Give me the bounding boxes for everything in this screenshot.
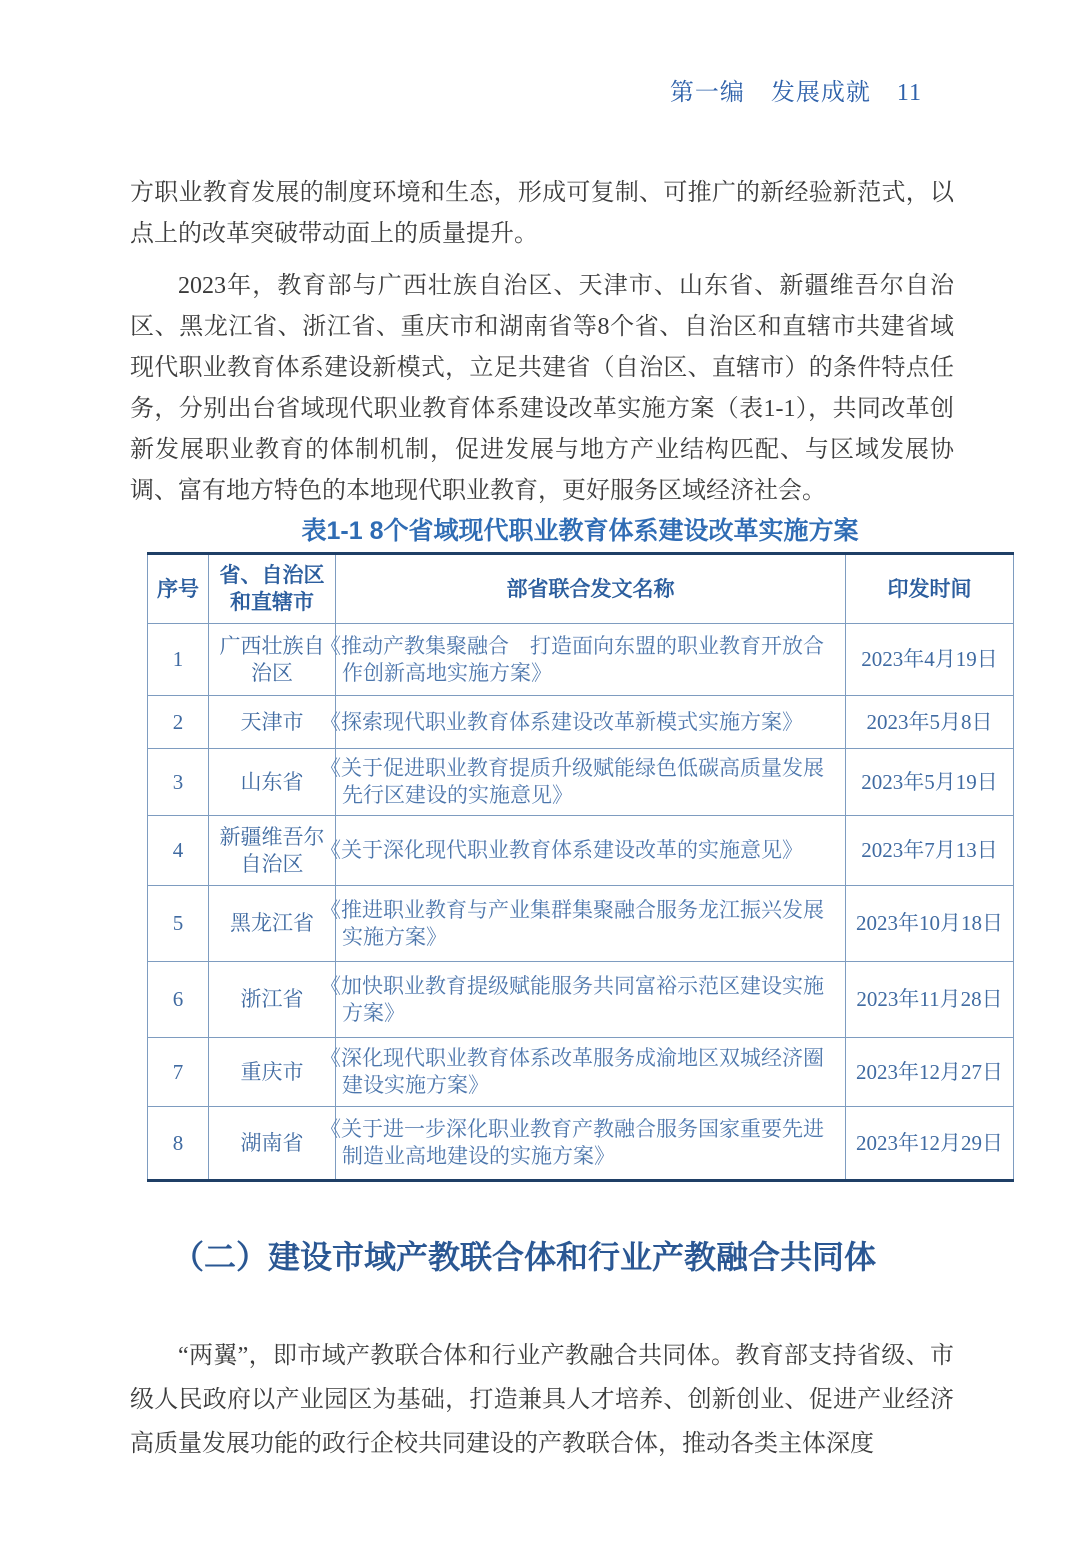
date-cell: 2023年12月29日 <box>846 1107 1014 1181</box>
document-cell: 《推进职业教育与产业集群集聚融合服务龙江振兴发展实施方案》 <box>336 886 846 962</box>
region-cell: 黑龙江省 <box>209 886 336 962</box>
document-cell: 《深化现代职业教育体系改革服务成渝地区双城经济圈建设实施方案》 <box>336 1038 846 1107</box>
row-number-cell: 6 <box>148 962 209 1038</box>
date-cell: 2023年5月8日 <box>846 696 1014 749</box>
document-cell: 《关于进一步深化职业教育产教融合服务国家重要先进制造业高地建设的实施方案》 <box>336 1107 846 1181</box>
region-cell: 天津市 <box>209 696 336 749</box>
date-cell: 2023年11月28日 <box>846 962 1014 1038</box>
table-row <box>148 886 1014 962</box>
reform-plans-table <box>147 552 1014 1182</box>
header-region: 省、自治区和直辖市 <box>209 554 336 624</box>
document-cell: 《关于促进职业教育提质升级赋能绿色低碳高质量发展先行区建设的实施意见》 <box>336 749 846 816</box>
document-cell: 《探索现代职业教育体系建设改革新模式实施方案》 <box>336 696 846 749</box>
row-number-cell: 2 <box>148 696 209 749</box>
table-caption: 表1-1 8个省域现代职业教育体系建设改革实施方案 <box>301 517 859 545</box>
paragraph-2023-reform: 2023年，教育部与广西壮族自治区、天津市、山东省、新疆维吾尔自治区、黑龙江省、浙江省、重庆市和湖南省等8个省、自治区和直辖市共建省域现代职业教育体系建设新模式，立足共建省（自治区、直辖市）的条件特点任务，分别出台省域现代职业教育体系建设改革实施方案（表1-1），共同改革创新发展职业教育的体制机制，促进发展与地方产业结构匹配、与区域发展协调、富有地方特色的本地现代职业教育，更好服务区域经济社会。 <box>130 273 954 504</box>
date-cell: 2023年12月27日 <box>846 1038 1014 1107</box>
section-title: 发展成就 <box>770 80 871 106</box>
document-cell: 《关于深化现代职业教育体系建设改革的实施意见》 <box>336 816 846 886</box>
region-cell: 广西壮族自治区 <box>209 624 336 696</box>
row-number-cell: 4 <box>148 816 209 886</box>
region-cell: 湖南省 <box>209 1107 336 1181</box>
region-cell: 山东省 <box>209 749 336 816</box>
row-number-cell: 3 <box>148 749 209 816</box>
table-header-row <box>148 554 1014 624</box>
row-number-cell: 8 <box>148 1107 209 1181</box>
table-row <box>148 816 1014 886</box>
part-title: 第一编 <box>669 80 745 106</box>
table-row <box>148 696 1014 749</box>
region-cell: 浙江省 <box>209 962 336 1038</box>
table-row <box>148 624 1014 696</box>
row-number-cell: 1 <box>148 624 209 696</box>
section-heading: （二）建设市域产教联合体和行业产教融合共同体 <box>172 1239 877 1275</box>
paragraph-two-wings: “两翼”，即市域产教联合体和行业产教融合共同体。教育部支持省级、市级人民政府以产业园区为基础，打造兼具人才培养、创新创业、促进产业经济高质量发展功能的政行企校共同建设的产教联合体，推动各类主体深度 <box>130 1343 954 1457</box>
region-cell: 新疆维吾尔自治区 <box>209 816 336 886</box>
row-number-cell: 5 <box>148 886 209 962</box>
paragraph-continuation: 方职业教育发展的制度环境和生态，形成可复制、可推广的新经验新范式，以点上的改革突破带动面上的质量提升。 <box>130 180 954 247</box>
header-date: 印发时间 <box>846 554 1014 624</box>
page-header <box>670 72 922 107</box>
date-cell: 2023年4月19日 <box>846 624 1014 696</box>
header-no: 序号 <box>148 554 209 624</box>
table-row <box>148 1038 1014 1107</box>
header-document: 部省联合发文名称 <box>336 554 846 624</box>
date-cell: 2023年7月13日 <box>846 816 1014 886</box>
row-number-cell: 7 <box>148 1038 209 1107</box>
table-row <box>148 962 1014 1038</box>
document-cell: 《推动产教集聚融合 打造面向东盟的职业教育开放合作创新高地实施方案》 <box>336 624 846 696</box>
region-cell: 重庆市 <box>209 1038 336 1107</box>
date-cell: 2023年10月18日 <box>846 886 1014 962</box>
document-cell: 《加快职业教育提级赋能服务共同富裕示范区建设实施方案》 <box>336 962 846 1038</box>
page-number: 11 <box>896 80 922 106</box>
table-row <box>148 1107 1014 1181</box>
date-cell: 2023年5月19日 <box>846 749 1014 816</box>
table-row <box>148 749 1014 816</box>
